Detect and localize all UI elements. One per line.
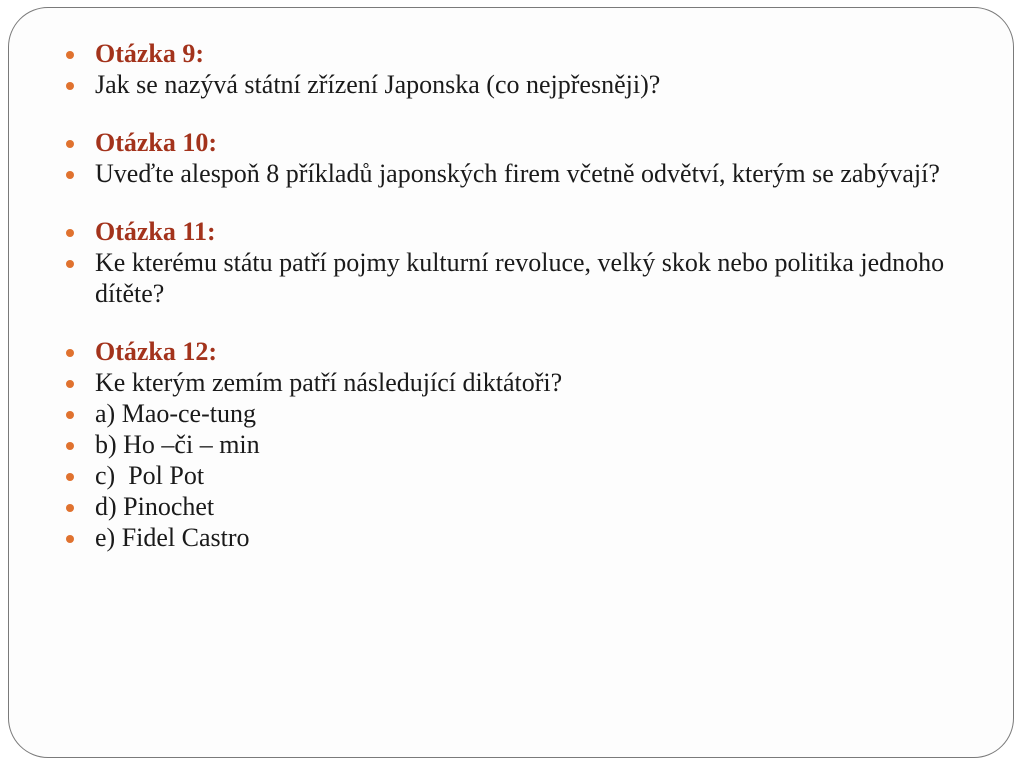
heading-text: Otázka 9:: [95, 39, 205, 68]
bullet-icon: [66, 473, 74, 481]
option-text: a) Mao-ce-tung: [95, 399, 256, 428]
item-text: Ke kterému státu patří pojmy kulturní revoluce, velký skok nebo politika jednoho dítěte?: [95, 248, 945, 308]
bullet-icon: [66, 229, 74, 237]
bullet-icon: [66, 260, 74, 268]
bullet-icon: [66, 411, 74, 419]
heading-text: Otázka 11:: [95, 217, 216, 246]
bullet-icon: [66, 349, 74, 357]
question-text: [62, 69, 962, 100]
question-text: [62, 158, 962, 189]
answer-option: [62, 429, 962, 460]
bullet-icon: [66, 171, 74, 179]
bullet-icon: [66, 82, 74, 90]
question-heading: [62, 127, 962, 158]
item-text: Ke kterým zemím patří následující diktátoři?: [95, 368, 563, 397]
answer-option: [62, 460, 962, 491]
bullet-icon: [66, 51, 74, 59]
option-text: c) Pol Pot: [95, 461, 205, 490]
question-heading: [62, 38, 962, 69]
item-text: Uveďte alespoň 8 příkladů japonských firem včetně odvětví, kterým se zabývají?: [95, 159, 940, 188]
question-text: [62, 367, 962, 398]
question-text: [62, 247, 962, 309]
bullet-icon: [66, 380, 74, 388]
question-heading: [62, 336, 962, 367]
question-heading: [62, 216, 962, 247]
heading-text: Otázka 12:: [95, 337, 218, 366]
bullet-icon: [66, 504, 74, 512]
answer-option: [62, 398, 962, 429]
answer-option: [62, 491, 962, 522]
option-text: d) Pinochet: [95, 492, 215, 521]
option-text: e) Fidel Castro: [95, 523, 250, 552]
bullet-icon: [66, 535, 74, 543]
item-text: Jak se nazývá státní zřízení Japonska (co nejpřesněji)?: [95, 70, 661, 99]
option-text: b) Ho –či – min: [95, 430, 260, 459]
heading-text: Otázka 10:: [95, 128, 218, 157]
bullet-icon: [66, 140, 74, 148]
bullet-list: [62, 38, 962, 553]
bullet-icon: [66, 442, 74, 450]
answer-option: [62, 522, 962, 553]
